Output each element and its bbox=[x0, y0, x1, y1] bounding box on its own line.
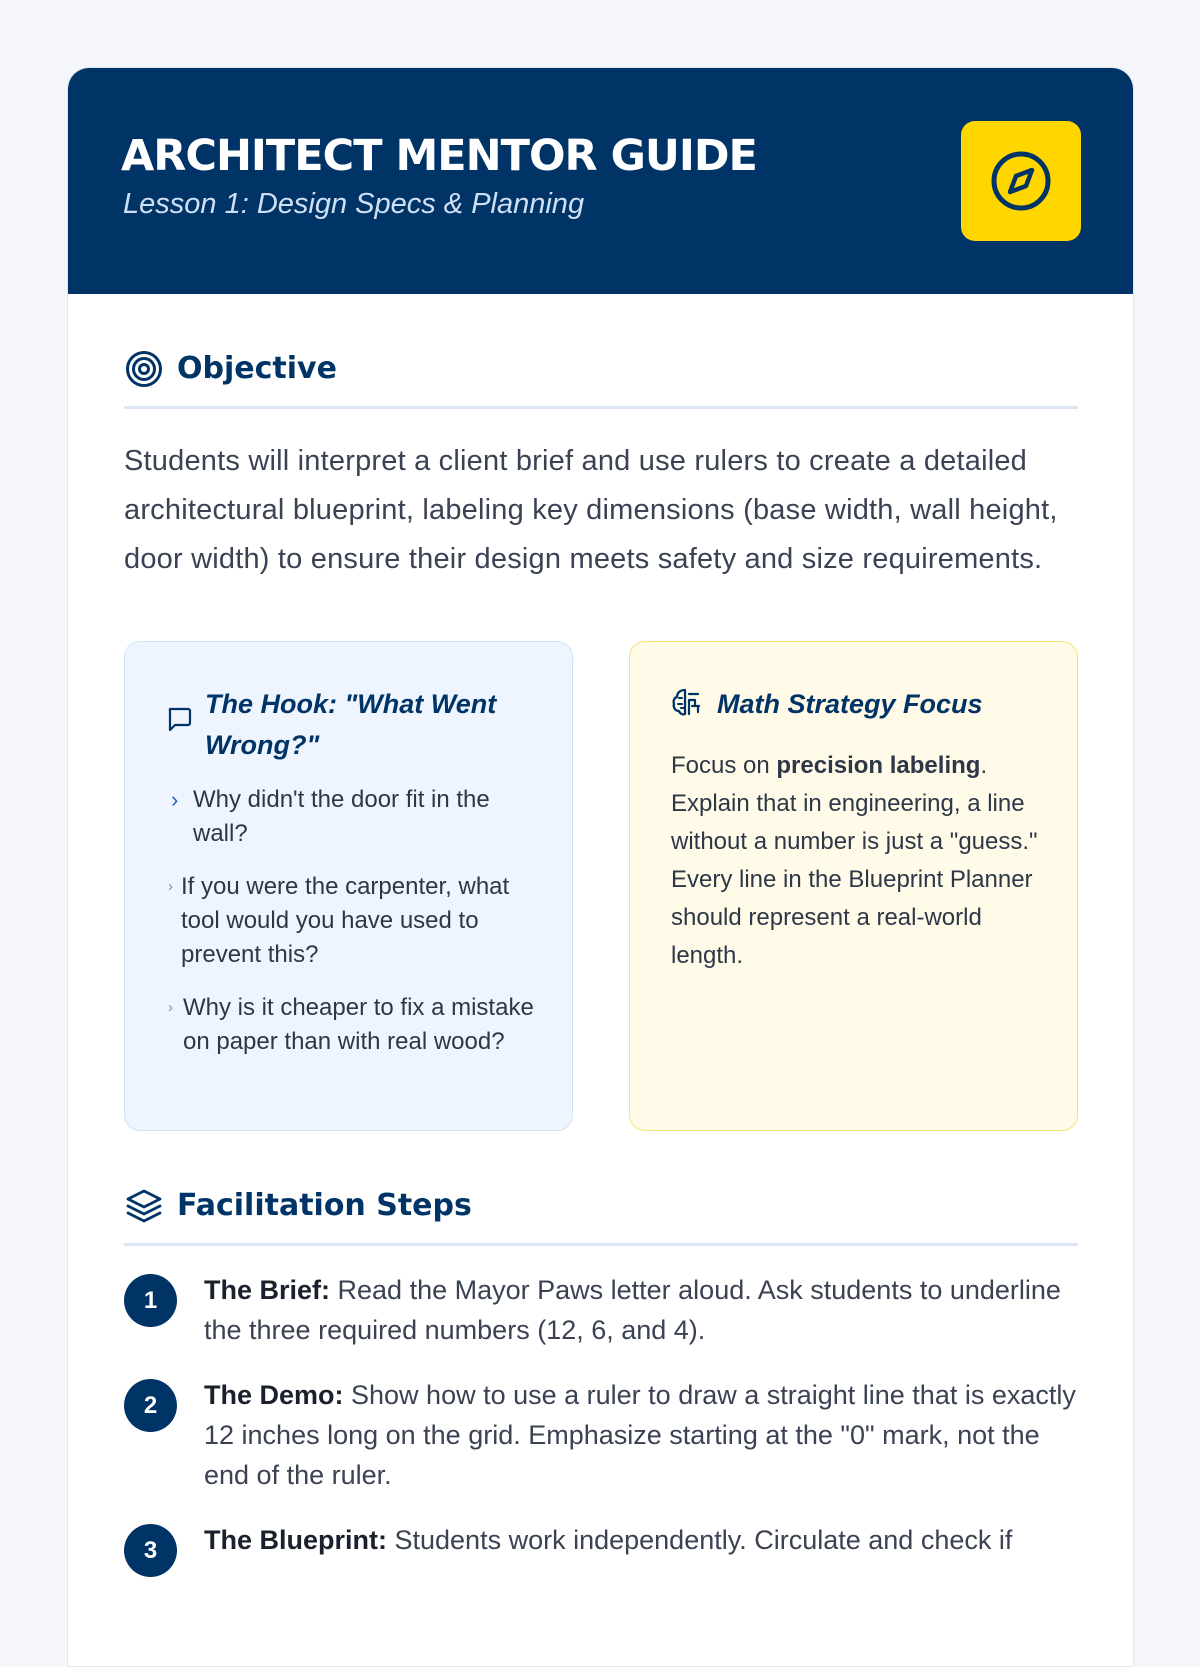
hook-questions bbox=[165, 783, 542, 1059]
math-header bbox=[671, 684, 1047, 725]
facilitation-heading: Facilitation Steps bbox=[177, 1188, 472, 1223]
math-emphasis: precision labeling bbox=[776, 752, 981, 779]
math-text-rest: . Explain that in engineering, a line without a number is just a "guess." Every line in the Blueprint Planner should represent a real-world length. bbox=[671, 752, 1038, 969]
layers-icon bbox=[124, 1186, 164, 1226]
math-strategy-panel bbox=[629, 641, 1078, 1131]
step-item bbox=[124, 1270, 1078, 1350]
guide-header bbox=[68, 68, 1133, 294]
step-item bbox=[124, 1375, 1078, 1495]
question-text: If you were the carpenter, what tool would you have used to prevent this? bbox=[181, 873, 510, 968]
step-body: Students work independently. Circulate and check if bbox=[387, 1525, 1013, 1555]
guide-title: ARCHITECT MENTOR GUIDE bbox=[121, 131, 757, 181]
chevron-right-icon: › bbox=[171, 787, 179, 812]
target-icon bbox=[124, 349, 164, 389]
facilitation-steps bbox=[124, 1270, 1078, 1577]
objective-header bbox=[124, 294, 1078, 409]
question-text: Why didn't the door fit in the wall? bbox=[193, 786, 490, 847]
step-label: The Blueprint: bbox=[204, 1525, 387, 1555]
chevron-right-icon: › bbox=[168, 999, 173, 1016]
step-label: The Brief: bbox=[204, 1275, 331, 1305]
brain-icon bbox=[671, 686, 701, 716]
list-item bbox=[165, 783, 542, 851]
step-body: Read the Mayor Paws letter aloud. Ask students to underline the three required numbers (12, 6, and 4). bbox=[204, 1275, 1061, 1345]
facilitation-header bbox=[124, 1131, 1078, 1246]
step-number: 2 bbox=[124, 1379, 177, 1432]
question-text: Why is it cheaper to fix a mistake on paper than with real wood? bbox=[183, 994, 534, 1055]
mentor-guide-card bbox=[67, 67, 1134, 1667]
step-text bbox=[204, 1520, 1012, 1577]
list-item bbox=[165, 870, 542, 972]
hook-header bbox=[165, 684, 542, 766]
step-item bbox=[124, 1520, 1078, 1577]
step-number: 3 bbox=[124, 1524, 177, 1577]
info-columns bbox=[124, 641, 1078, 1131]
speech-bubble-icon bbox=[165, 705, 193, 735]
step-label: The Demo: bbox=[204, 1380, 344, 1410]
compass-icon bbox=[989, 149, 1053, 213]
step-text bbox=[204, 1270, 1078, 1350]
math-title: Math Strategy Focus bbox=[717, 689, 983, 719]
hook-title: The Hook: "What Went Wrong?" bbox=[205, 689, 497, 760]
guide-body bbox=[68, 294, 1133, 1577]
list-item bbox=[165, 991, 542, 1059]
math-text-intro: Focus on bbox=[671, 752, 777, 779]
step-body: Show how to use a ruler to draw a straight line that is exactly 12 inches long on the grid. Emphasize starting at the "0" mark, not the end of the ruler. bbox=[204, 1380, 1076, 1490]
hook-panel bbox=[124, 641, 573, 1131]
step-text bbox=[204, 1375, 1078, 1495]
chevron-right-icon: › bbox=[168, 878, 173, 895]
objective-text: Students will interpret a client brief and use rulers to create a detailed architectural blueprint, labeling key dimensions (base width, wall height, door width) to ensure their design meets safety and size requirements. bbox=[124, 445, 1058, 575]
compass-badge bbox=[961, 121, 1081, 241]
lesson-subtitle: Lesson 1: Design Specs & Planning bbox=[123, 188, 585, 220]
step-number: 1 bbox=[124, 1274, 177, 1327]
objective-heading: Objective bbox=[177, 351, 337, 386]
math-text bbox=[671, 747, 1047, 975]
